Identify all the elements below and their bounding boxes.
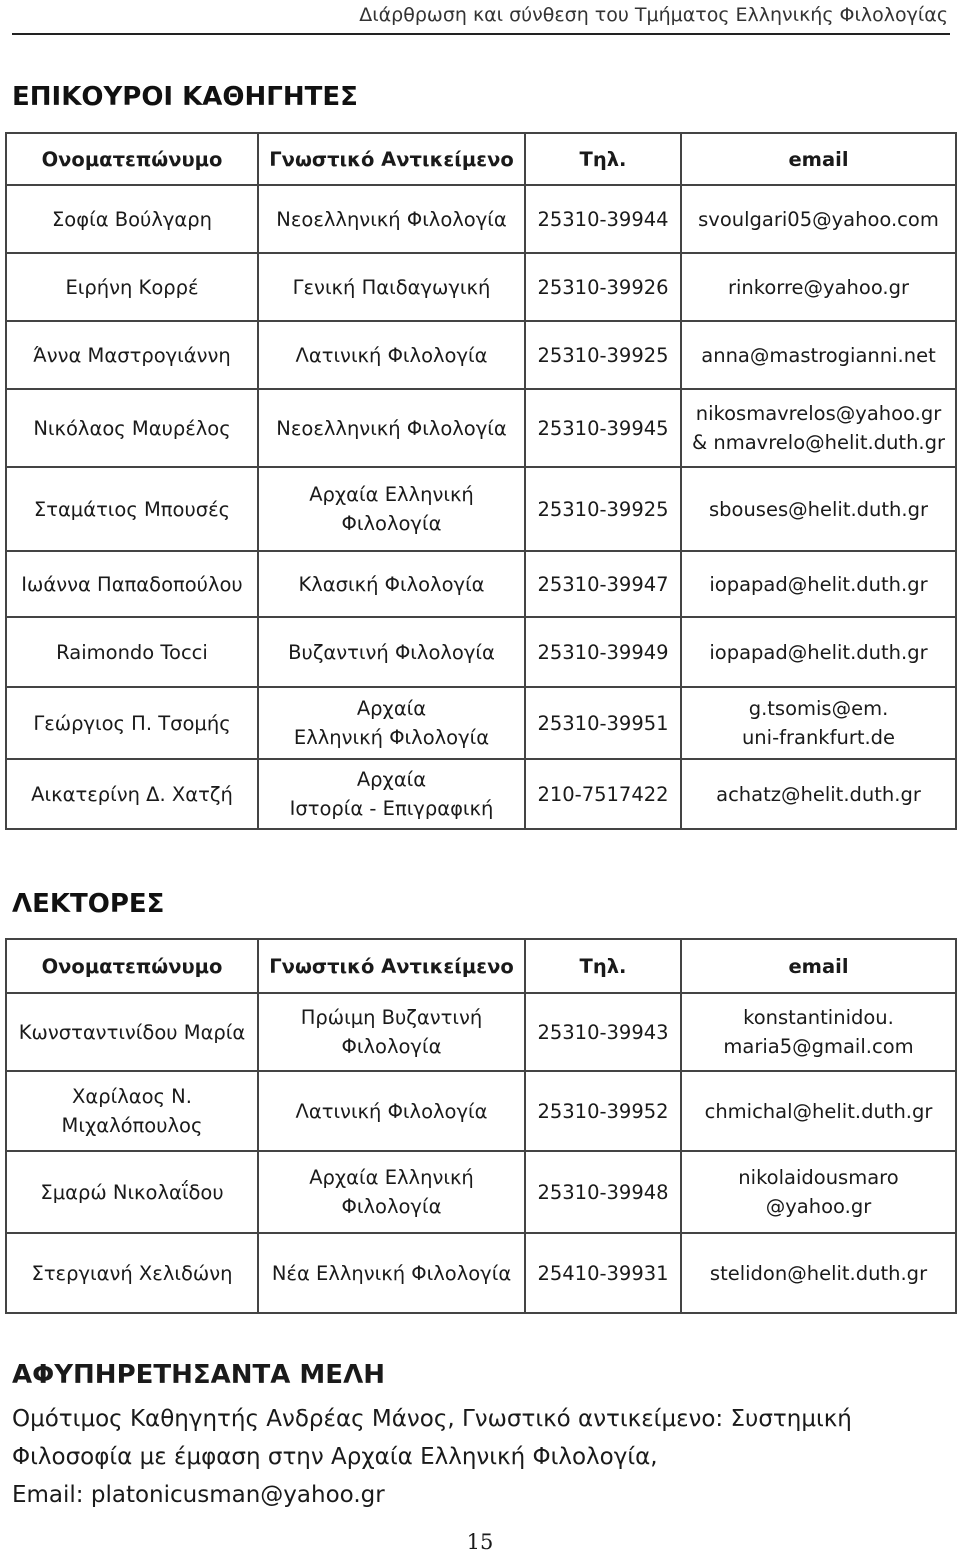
header-rule [12, 33, 950, 35]
phone-cell: 25410-39931 [525, 1233, 681, 1313]
name-cell: Στεργιανή Χελιδώνη [6, 1233, 258, 1313]
table-row [6, 759, 956, 829]
lecturers-table [5, 938, 957, 1314]
header-email: email [681, 939, 956, 993]
assistant-professors-table [5, 132, 957, 830]
name-cell: Κωνσταντινίδου Μαρία [6, 993, 258, 1071]
table-row [6, 1071, 956, 1151]
running-head: Διάρθρωση και σύνθεση του Τμήματος Ελληνικής Φιλολογίας [359, 4, 948, 26]
table-row [6, 1151, 956, 1233]
table-row [6, 185, 956, 253]
subject-cell: Βυζαντινή Φιλολογία [258, 617, 525, 687]
name-cell: Γεώργιος Π. Τσομής [6, 687, 258, 759]
retired-members-title: ΑΦΥΠΗΡΕΤΗΣΑΝΤΑ ΜΕΛΗ [12, 1360, 385, 1390]
phone-cell: 25310-39926 [525, 253, 681, 321]
name-cell: Ιωάννα Παπαδοπούλου [6, 551, 258, 617]
table-header-row [6, 133, 956, 185]
email-cell: achatz@helit.duth.gr [681, 759, 956, 829]
header-email: email [681, 133, 956, 185]
phone-cell: 25310-39944 [525, 185, 681, 253]
table-row [6, 253, 956, 321]
header-subject: Γνωστικό Αντικείμενο [258, 133, 525, 185]
table-row [6, 321, 956, 389]
subject-cell: Αρχαία Ιστορία - Επιγραφική [258, 759, 525, 829]
header-name: Ονοματεπώνυμο [6, 133, 258, 185]
subject-cell: Λατινική Φιλολογία [258, 321, 525, 389]
phone-cell: 25310-39948 [525, 1151, 681, 1233]
name-cell: Άννα Μαστρογιάννη [6, 321, 258, 389]
name-cell: Αικατερίνη Δ. Χατζή [6, 759, 258, 829]
email-cell: anna@mastrogianni.net [681, 321, 956, 389]
retired-member-line: Ομότιμος Καθηγητής Ανδρέας Μάνος, Γνωστικό αντικείμενο: Συστημική [12, 1406, 852, 1432]
name-cell: Σοφία Βούλγαρη [6, 185, 258, 253]
table-row [6, 993, 956, 1071]
subject-cell: Αρχαία Ελληνική Φιλολογία [258, 687, 525, 759]
email-cell: g.tsomis@em. uni-frankfurt.de [681, 687, 956, 759]
name-cell: Σμαρώ Νικολαΐδου [6, 1151, 258, 1233]
email-cell: rinkorre@yahoo.gr [681, 253, 956, 321]
retired-member-email: Email: platonicusman@yahoo.gr [12, 1482, 385, 1508]
header-subject: Γνωστικό Αντικείμενο [258, 939, 525, 993]
name-cell: Χαρίλαος Ν. Μιχαλόπουλος [6, 1071, 258, 1151]
email-cell: nikolaidousmaro @yahoo.gr [681, 1151, 956, 1233]
phone-cell: 25310-39951 [525, 687, 681, 759]
header-name: Ονοματεπώνυμο [6, 939, 258, 993]
phone-cell: 25310-39947 [525, 551, 681, 617]
email-cell: iopapad@helit.duth.gr [681, 551, 956, 617]
table-row [6, 467, 956, 551]
email-cell: svoulgari05@yahoo.com [681, 185, 956, 253]
name-cell: Σταμάτιος Μπουσές [6, 467, 258, 551]
phone-cell: 25310-39925 [525, 467, 681, 551]
subject-cell: Νεοελληνική Φιλολογία [258, 389, 525, 467]
table-row [6, 1233, 956, 1313]
retired-members-section [12, 1360, 852, 1514]
phone-cell: 25310-39945 [525, 389, 681, 467]
subject-cell: Νέα Ελληνική Φιλολογία [258, 1233, 525, 1313]
name-cell: Νικόλαος Μαυρέλος [6, 389, 258, 467]
assistant-professors-title: ΕΠΙΚΟΥΡΟΙ ΚΑΘΗΓΗΤΕΣ [12, 82, 358, 112]
table-row [6, 617, 956, 687]
email-cell: chmichal@helit.duth.gr [681, 1071, 956, 1151]
email-cell: nikosmavrelos@yahoo.gr & nmavrelo@helit.duth.gr [681, 389, 956, 467]
subject-cell: Γενική Παιδαγωγική [258, 253, 525, 321]
subject-cell: Αρχαία Ελληνική Φιλολογία [258, 1151, 525, 1233]
table-row [6, 389, 956, 467]
subject-cell: Αρχαία Ελληνική Φιλολογία [258, 467, 525, 551]
table-header-row [6, 939, 956, 993]
header-phone: Τηλ. [525, 939, 681, 993]
phone-cell: 25310-39949 [525, 617, 681, 687]
phone-cell: 25310-39925 [525, 321, 681, 389]
email-cell: iopapad@helit.duth.gr [681, 617, 956, 687]
table-row [6, 687, 956, 759]
email-cell: sbouses@helit.duth.gr [681, 467, 956, 551]
phone-cell: 210-7517422 [525, 759, 681, 829]
table-row [6, 551, 956, 617]
page-number: 15 [466, 1530, 494, 1554]
name-cell: Ειρήνη Κορρέ [6, 253, 258, 321]
subject-cell: Λατινική Φιλολογία [258, 1071, 525, 1151]
header-phone: Τηλ. [525, 133, 681, 185]
name-cell: Raimondo Tocci [6, 617, 258, 687]
phone-cell: 25310-39952 [525, 1071, 681, 1151]
subject-cell: Πρώιμη Βυζαντινή Φιλολογία [258, 993, 525, 1071]
lecturers-title: ΛΕΚΤΟΡΕΣ [12, 889, 165, 919]
subject-cell: Κλασική Φιλολογία [258, 551, 525, 617]
email-cell: stelidon@helit.duth.gr [681, 1233, 956, 1313]
email-cell: konstantinidou. maria5@gmail.com [681, 993, 956, 1071]
retired-member-line: Φιλοσοφία με έμφαση στην Αρχαία Ελληνική Φιλολογία, [12, 1444, 658, 1470]
subject-cell: Νεοελληνική Φιλολογία [258, 185, 525, 253]
phone-cell: 25310-39943 [525, 993, 681, 1071]
